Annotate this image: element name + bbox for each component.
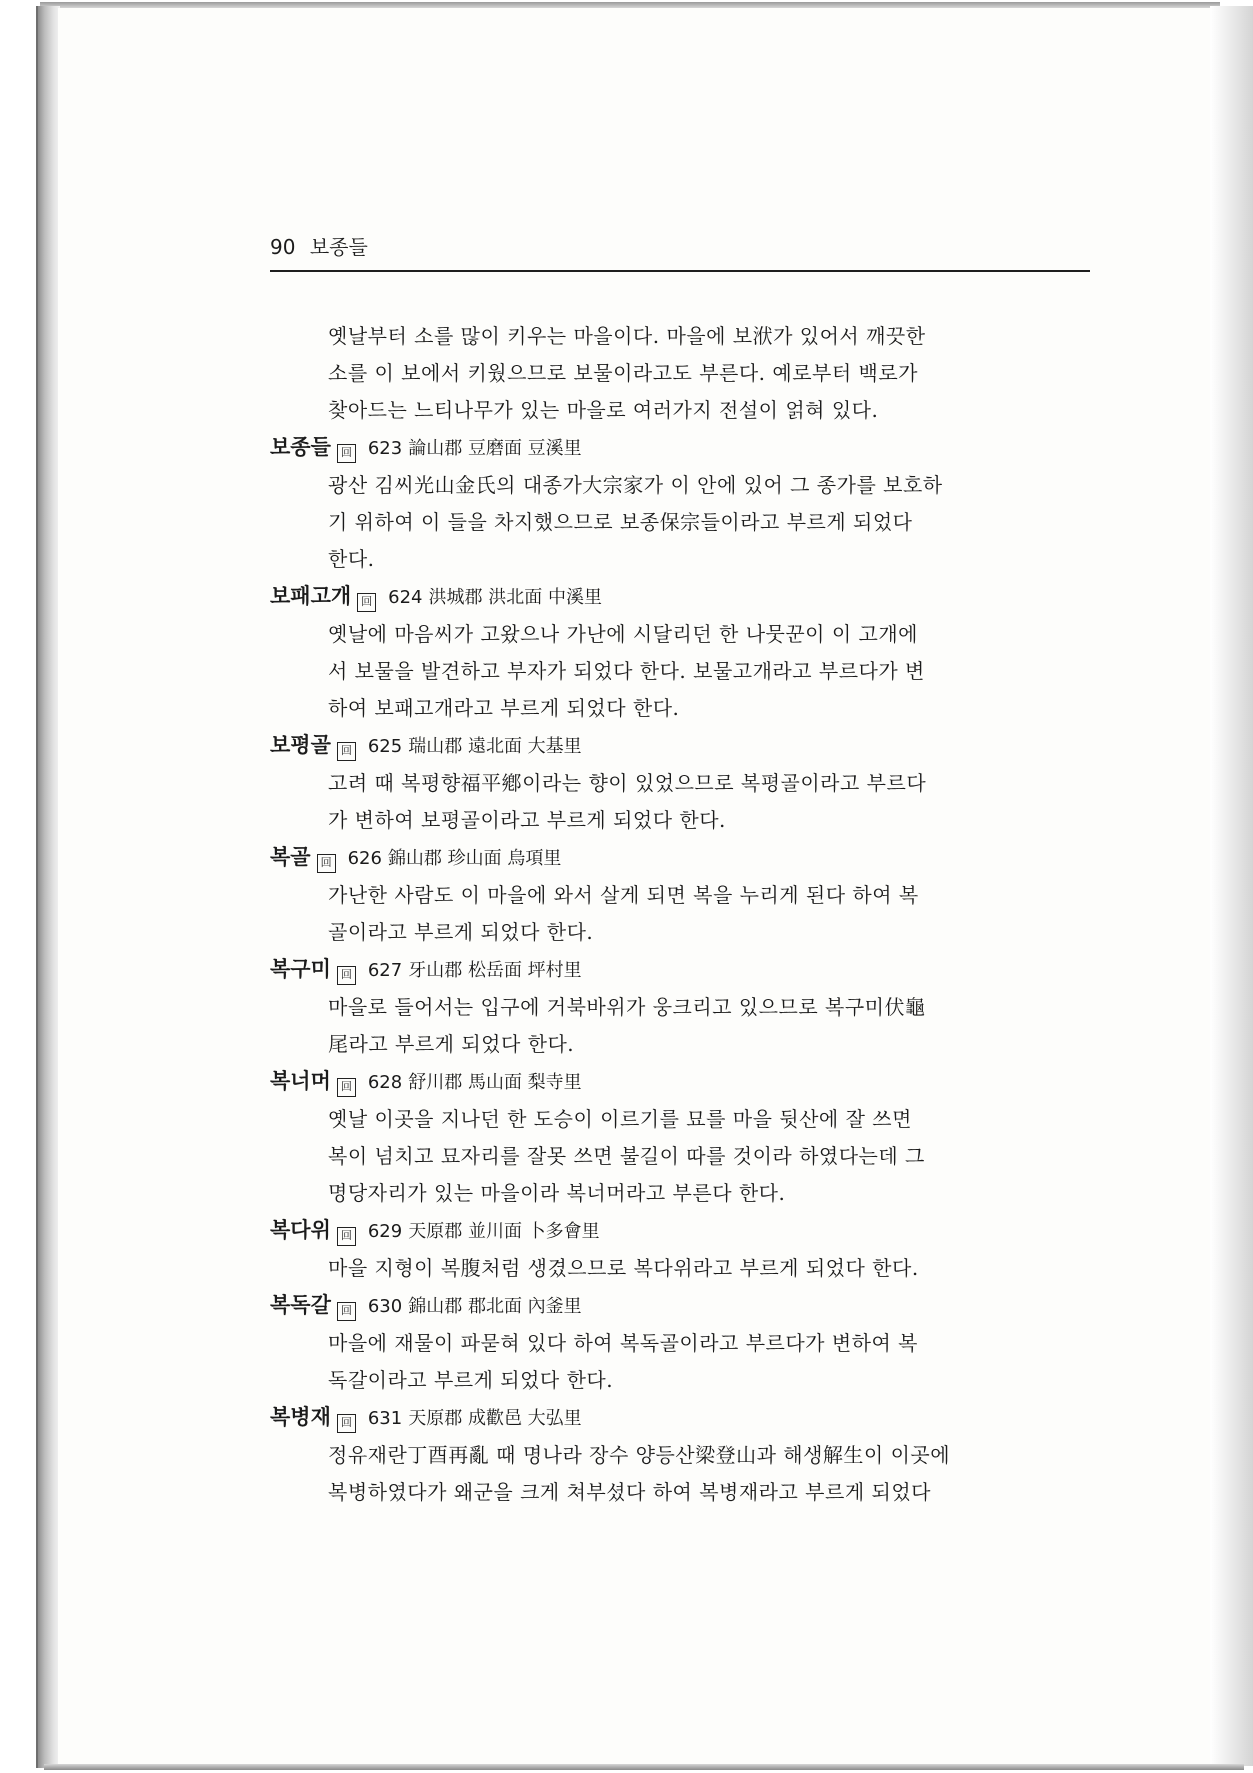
entry-number: 631	[367, 1408, 403, 1429]
entry-term: 보평골	[270, 733, 331, 757]
text-line: 독갈이라고 부르게 되었다 한다.	[328, 1368, 614, 1392]
entry-description	[270, 877, 1090, 951]
entry-term: 복너머	[270, 1069, 331, 1093]
text-line: 광산 김씨光山金氏의 대종가大宗家가 이 안에 있어 그 종가를 보호하	[328, 473, 943, 497]
entry-heading	[270, 1063, 1090, 1101]
intro-paragraph	[270, 318, 1090, 429]
entry-description	[270, 616, 1090, 727]
boxed-category-icon: 回	[337, 966, 356, 985]
entry-description	[270, 1101, 1090, 1212]
boxed-category-icon: 回	[337, 1414, 356, 1433]
entry-heading	[270, 429, 1090, 467]
entry-address: 錦山郡 郡北面 內釜里	[408, 1296, 582, 1317]
text-line: 옛날 이곳을 지나던 한 도승이 이르기를 묘를 마을 뒷산에 잘 쓰면	[328, 1107, 912, 1131]
entry-term: 복골	[270, 845, 311, 869]
entry-number: 629	[367, 1221, 403, 1242]
entry-description	[270, 467, 1090, 578]
entry-heading	[270, 1399, 1090, 1437]
running-head	[270, 236, 1090, 272]
text-line: 찾아드는 느티나무가 있는 마을로 여러가지 전설이 얽혀 있다.	[328, 398, 879, 422]
text-line: 명당자리가 있는 마을이라 복너머라고 부른다 한다.	[328, 1181, 786, 1205]
text-line: 옛날에 마음씨가 고왔으나 가난에 시달리던 한 나뭇꾼이 이 고개에	[328, 622, 918, 646]
entry-number: 630	[367, 1296, 403, 1317]
text-line: 가난한 사람도 이 마을에 와서 살게 되면 복을 누리게 된다 하여 복	[328, 883, 919, 907]
entry-term: 복독갈	[270, 1293, 331, 1317]
entry-number: 627	[367, 960, 403, 981]
entry-term: 복다위	[270, 1218, 331, 1242]
text-line: 고려 때 복평향福平鄕이라는 향이 있었으므로 복평골이라고 부르다	[328, 771, 927, 795]
entry-description	[270, 1250, 1090, 1287]
entry-address: 牙山郡 松岳面 坪村里	[408, 960, 582, 981]
dictionary-content	[270, 318, 1090, 1511]
book-right-shadow	[1210, 6, 1253, 1766]
boxed-category-icon: 回	[337, 742, 356, 761]
text-line: 가 변하여 보평골이라고 부르게 되었다 한다.	[328, 808, 726, 832]
text-line: 마을로 들어서는 입구에 거북바위가 웅크리고 있으므로 복구미伏龜	[328, 995, 926, 1019]
entry-number: 628	[367, 1072, 403, 1093]
entry-term: 복병재	[270, 1405, 331, 1429]
entry-number: 624	[388, 587, 423, 608]
entry-heading	[270, 578, 1090, 616]
text-line: 골이라고 부르게 되었다 한다.	[328, 920, 594, 944]
book-bottom-edge	[44, 1764, 1244, 1770]
text-line: 옛날부터 소를 많이 키우는 마을이다. 마을에 보洑가 있어서 깨끗한	[328, 324, 926, 348]
text-line: 복이 넘치고 묘자리를 잘못 쓰면 불길이 따를 것이라 하였다는데 그	[328, 1144, 925, 1168]
entry-term: 복구미	[270, 957, 331, 981]
page-number: 90	[270, 235, 296, 259]
entry-number: 626	[347, 848, 382, 869]
text-line: 尾라고 부르게 되었다 한다.	[328, 1032, 575, 1056]
entry-heading	[270, 839, 1090, 877]
text-line: 마을 지형이 복腹처럼 생겼으므로 복다위라고 부르게 되었다 한다.	[328, 1256, 919, 1280]
text-line: 복병하였다가 왜군을 크게 쳐부셨다 하여 복병재라고 부르게 되었다	[328, 1480, 931, 1504]
running-title: 보종들	[309, 235, 368, 259]
boxed-category-icon: 回	[317, 854, 336, 873]
entry-term: 보종들	[270, 435, 331, 459]
text-line: 마을에 재물이 파묻혀 있다 하여 복독골이라고 부르다가 변하여 복	[328, 1331, 918, 1355]
text-line: 정유재란丁酉再亂 때 명나라 장수 양등산梁登山과 해생解生이 이곳에	[328, 1443, 951, 1467]
entry-number: 625	[367, 736, 403, 757]
entry-number: 623	[367, 438, 403, 459]
entry-heading	[270, 951, 1090, 989]
entry-address: 洪城郡 洪北面 中溪里	[428, 587, 602, 608]
entry-term: 보패고개	[270, 584, 352, 608]
entry-address: 錦山郡 珍山面 烏項里	[387, 848, 562, 869]
entry-description	[270, 1325, 1090, 1399]
entry-address: 舒川郡 馬山面 梨寺里	[408, 1072, 582, 1093]
entry-description	[270, 1437, 1090, 1511]
boxed-category-icon: 回	[337, 1302, 356, 1321]
text-line: 서 보물을 발견하고 부자가 되었다 한다. 보물고개라고 부르다가 변	[328, 659, 925, 683]
entry-description	[270, 989, 1090, 1063]
text-line: 소를 이 보에서 키웠으므로 보물이라고도 부른다. 예로부터 백로가	[328, 361, 918, 385]
boxed-category-icon: 回	[357, 593, 376, 612]
entry-address: 天原郡 並川面 卜多會里	[408, 1221, 600, 1242]
book-spine-edge	[36, 6, 60, 1768]
boxed-category-icon: 回	[337, 1227, 356, 1246]
boxed-category-icon: 回	[337, 1078, 356, 1097]
entry-address: 天原郡 成歡邑 大弘里	[408, 1408, 582, 1429]
text-line: 한다.	[328, 547, 375, 571]
entry-address: 瑞山郡 遠北面 大基里	[408, 736, 582, 757]
text-line: 하여 보패고개라고 부르게 되었다 한다.	[328, 696, 680, 720]
entry-heading	[270, 1212, 1090, 1250]
text-line: 기 위하여 이 들을 차지했으므로 보종保宗들이라고 부르게 되었다	[328, 510, 913, 534]
boxed-category-icon: 回	[337, 444, 356, 463]
entry-heading	[270, 727, 1090, 765]
entry-description	[270, 765, 1090, 839]
entry-address: 論山郡 豆磨面 豆溪里	[408, 438, 582, 459]
entry-heading	[270, 1287, 1090, 1325]
